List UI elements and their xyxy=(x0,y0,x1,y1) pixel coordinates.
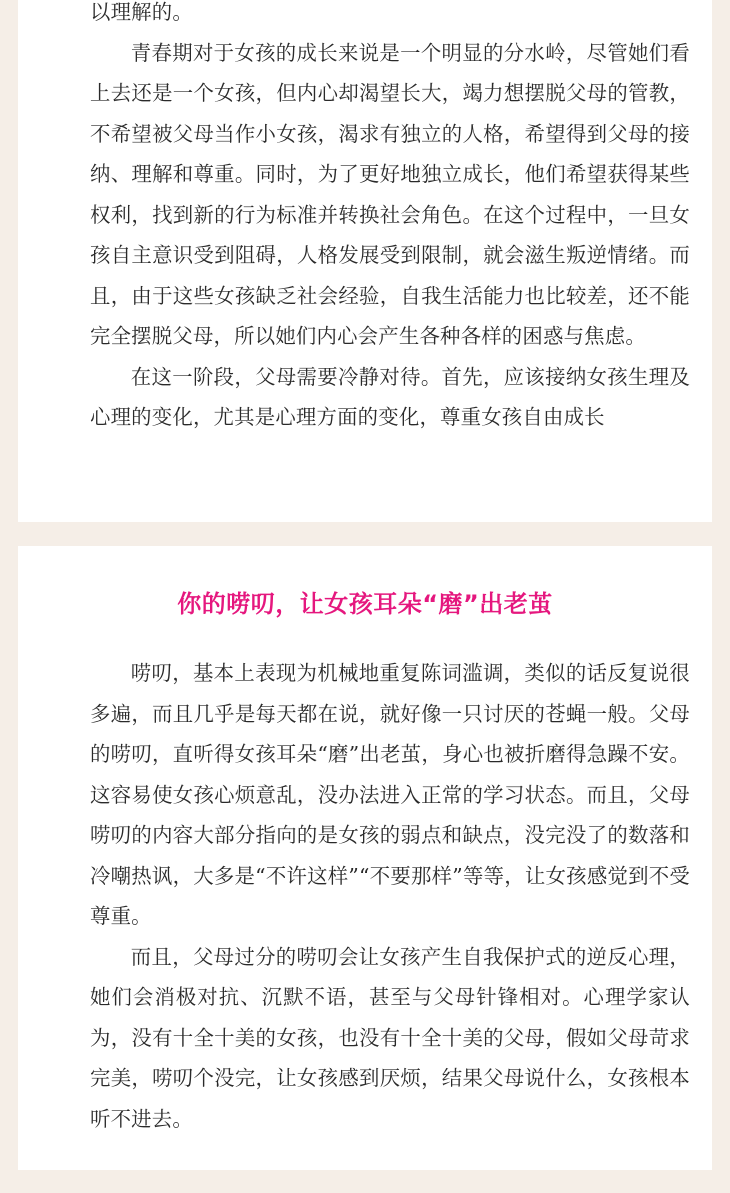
paragraph: 以理解的。 xyxy=(90,0,193,24)
paragraph: 青春期对于女孩的成长来说是一个明显的分水岭，尽管她们看上去还是一个女孩，但内心却渴望长大，竭力想摆脱父母的管教，不希望被父母当作小女孩，渴求有独立的人格，希望得到父母的接纳、理解和尊重。同时，为了更好地独立成长，他们希望获得某些权利，找到新的行为标准并转换社会角色。在这个过程中，一旦女孩自主意识受到阻碍，人格发展受到限制，就会滋生叛逆情绪。而且，由于这些女孩缺乏社会经验，自我生活能力也比较差，还不能完全摆脱父母，所以她们内心会产生各种各样的困惑与焦虑。 xyxy=(90,40,690,348)
paragraph: 在这一阶段，父母需要冷静对待。首先，应该接纳女孩生理及心理的变化，尤其是心理方面的变化，尊重女孩自由成长 xyxy=(90,364,690,429)
article-body-bottom xyxy=(90,653,690,1139)
article-body-top xyxy=(90,0,690,438)
section-heading: 你的唠叨，让女孩耳朵“磨”出老茧 xyxy=(177,590,553,618)
paragraph: 而且，父母过分的唠叨会让女孩产生自我保护式的逆反心理，她们会消极对抗、沉默不语，甚至与父母针锋相对。心理学家认为，没有十全十美的女孩，也没有十全十美的父母，假如父母苛求完美，唠叨个没完，让女孩感到厌烦，结果父母说什么，女孩根本听不进去。 xyxy=(90,944,690,1131)
paragraph: 唠叨，基本上表现为机械地重复陈词滥调，类似的话反复说很多遍，而且几乎是每天都在说，就好像一只讨厌的苍蝇一般。父母的唠叨，直听得女孩耳朵“磨”出老茧，身心也被折磨得急躁不安。这容易使女孩心烦意乱，没办法进入正常的学习状态。而且，父母唠叨的内容大部分指向的是女孩的弱点和缺点，没完没了的数落和冷嘲热讽，大多是“不许这样”“不要那样”等等，让女孩感觉到不受尊重。 xyxy=(90,661,690,928)
page-card-top xyxy=(18,0,712,522)
page-card-bottom xyxy=(18,546,712,1170)
